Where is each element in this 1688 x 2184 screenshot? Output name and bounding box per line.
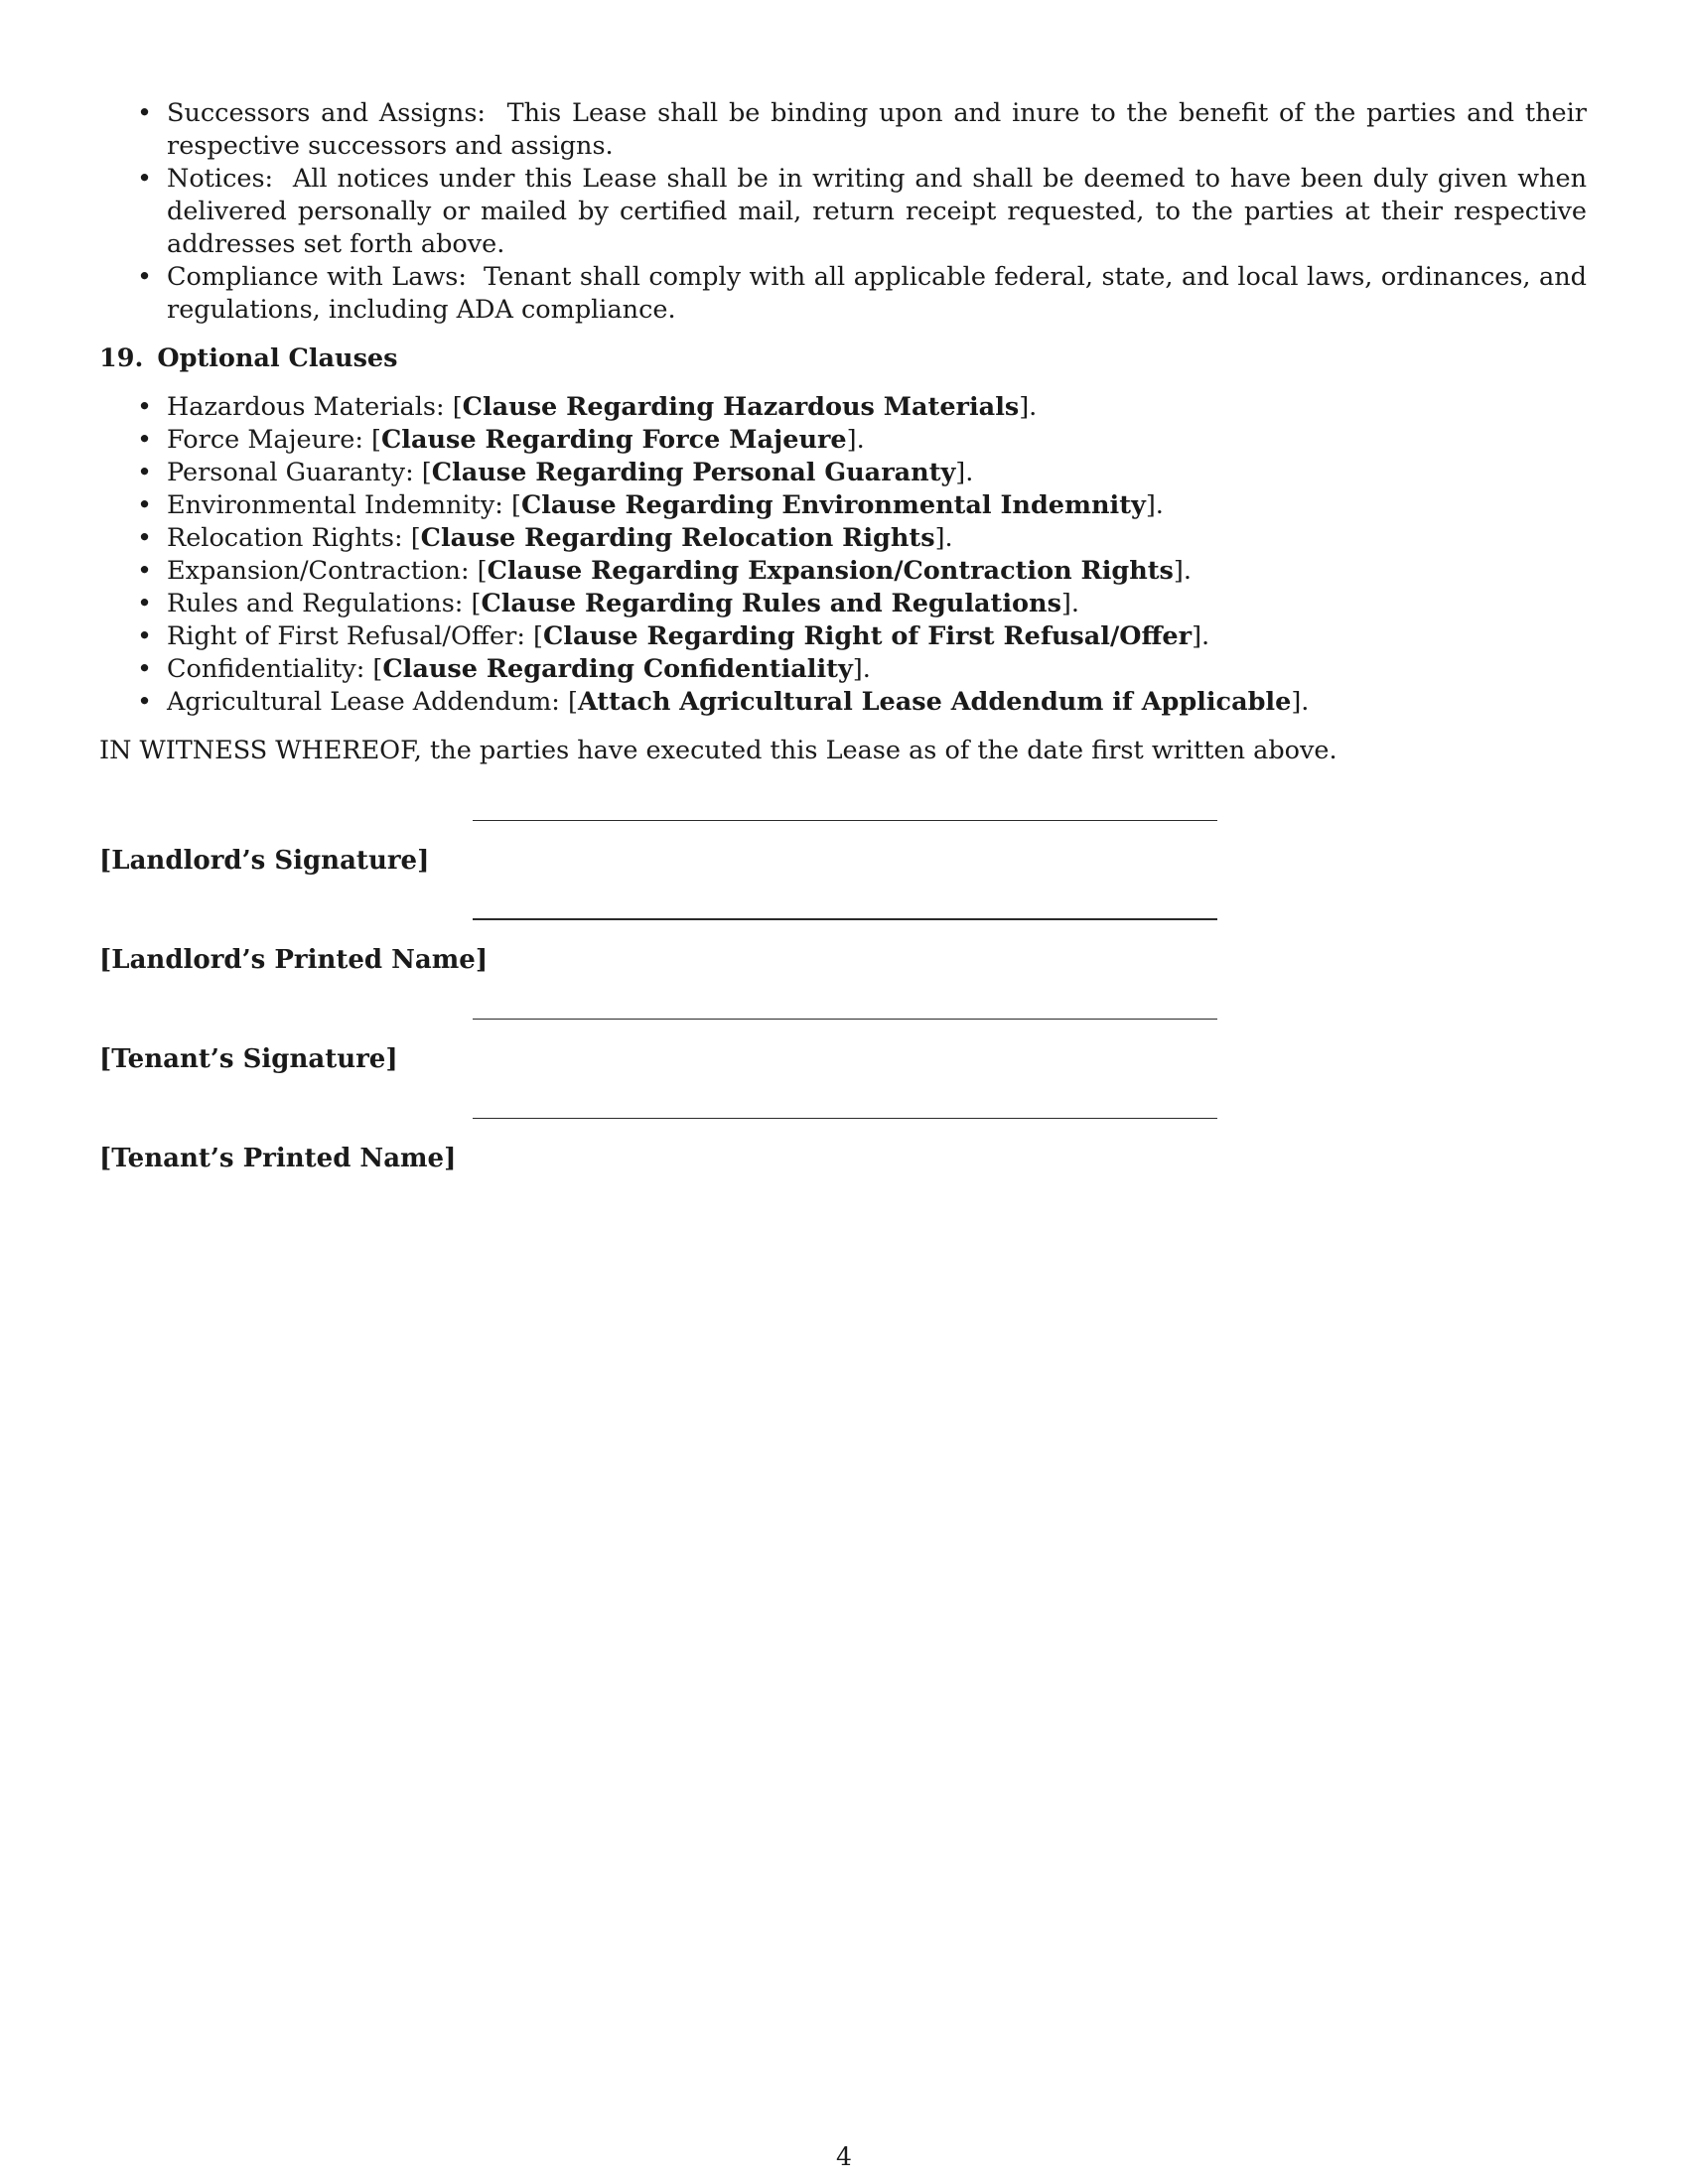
clause-placeholder: Clause Regarding Rules and Regulations bbox=[481, 589, 1061, 618]
list-item-force-majeure: • Force Majeure: [Clause Regarding Force Majeure]. bbox=[99, 424, 1587, 457]
item-label: Notices: bbox=[167, 164, 274, 194]
section-title: Optional Clauses bbox=[157, 343, 398, 373]
item-label: Confidentiality: bbox=[167, 654, 365, 684]
item-text: All notices under this Lease shall be in writing and shall be deemed to have been duly given when delivered personally or mailed by certified mail, return receipt requested, to the parties at their respective addresses set forth above. bbox=[167, 164, 1587, 259]
item-text: Tenant shall comply with all applicable federal, state, and local laws, ordinances, and regulations, including ADA compliance. bbox=[167, 262, 1587, 325]
item-label: Force Majeure: bbox=[167, 425, 363, 455]
item-label: Relocation Rights: bbox=[167, 523, 403, 553]
item-label: Successors and Assigns: bbox=[167, 98, 487, 128]
list-item-hazardous-materials: • Hazardous Materials: [Clause Regarding Hazardous Materials]. bbox=[99, 391, 1587, 424]
tenant-printed-name-line bbox=[473, 1118, 1217, 1119]
clause-placeholder: Clause Regarding Expansion/Contraction Rights bbox=[487, 556, 1174, 586]
landlord-printed-name-line bbox=[473, 918, 1217, 920]
item-text: This Lease shall be binding upon and inure to the benefit of the parties and their respective successors and assigns. bbox=[167, 98, 1587, 161]
item-label: Agricultural Lease Addendum: bbox=[167, 687, 560, 717]
list-item-rules-regulations: • Rules and Regulations: [Clause Regarding Rules and Regulations]. bbox=[99, 588, 1587, 620]
item-label: Personal Guaranty: bbox=[167, 458, 414, 487]
list-item-expansion-contraction: • Expansion/Contraction: [Clause Regarding Expansion/Contraction Rights]. bbox=[99, 555, 1587, 588]
item-label: Environmental Indemnity: bbox=[167, 490, 503, 520]
landlord-printed-name-label: [Landlord’s Printed Name] bbox=[99, 945, 489, 975]
list-item-personal-guaranty: • Personal Guaranty: [Clause Regarding Personal Guaranty]. bbox=[99, 457, 1587, 489]
item-label: Compliance with Laws: bbox=[167, 262, 467, 292]
item-label: Expansion/Contraction: bbox=[167, 556, 470, 586]
section-number: 19. bbox=[99, 343, 144, 373]
clause-placeholder: Clause Regarding Environmental Indemnity bbox=[520, 490, 1146, 520]
clause-placeholder: Clause Regarding Relocation Rights bbox=[420, 523, 935, 553]
witness-statement: IN WITNESS WHEREOF, the parties have executed this Lease as of the date first written above. bbox=[99, 736, 1337, 765]
landlord-signature-label: [Landlord’s Signature] bbox=[99, 846, 430, 876]
tenant-signature-label: [Tenant’s Signature] bbox=[99, 1044, 398, 1074]
clause-placeholder: Clause Regarding Right of First Refusal/Offer bbox=[542, 621, 1193, 651]
clause-placeholder: Attach Agricultural Lease Addendum if Applicable bbox=[577, 687, 1292, 717]
clause-placeholder: Clause Regarding Hazardous Materials bbox=[462, 392, 1020, 422]
signature-block bbox=[99, 0, 1211, 2184]
list-item-agricultural-addendum: • Agricultural Lease Addendum: [Attach Agricultural Lease Addendum if Applicable]. bbox=[99, 686, 1587, 719]
item-label: Right of First Refusal/Offer: bbox=[167, 621, 525, 651]
list-item-right-of-first-refusal: • Right of First Refusal/Offer: [Clause Regarding Right of First Refusal/Offer]. bbox=[99, 620, 1587, 653]
tenant-signature-line bbox=[473, 1019, 1217, 1020]
clause-placeholder: Clause Regarding Force Majeure bbox=[381, 425, 847, 455]
landlord-signature-line bbox=[473, 820, 1217, 821]
list-item-environmental-indemnity: • Environmental Indemnity: [Clause Regarding Environmental Indemnity]. bbox=[99, 489, 1587, 522]
clause-placeholder: Clause Regarding Personal Guaranty bbox=[431, 458, 956, 487]
list-item-relocation-rights: • Relocation Rights: [Clause Regarding Relocation Rights]. bbox=[99, 522, 1587, 555]
tenant-printed-name-label: [Tenant’s Printed Name] bbox=[99, 1144, 457, 1173]
clause-placeholder: Clause Regarding Confidentiality bbox=[382, 654, 853, 684]
list-item-confidentiality: • Confidentiality: [Clause Regarding Confidentiality]. bbox=[99, 653, 1587, 686]
item-label: Hazardous Materials: bbox=[167, 392, 445, 422]
item-label: Rules and Regulations: bbox=[167, 589, 464, 618]
page-number: 4 bbox=[836, 2142, 852, 2171]
